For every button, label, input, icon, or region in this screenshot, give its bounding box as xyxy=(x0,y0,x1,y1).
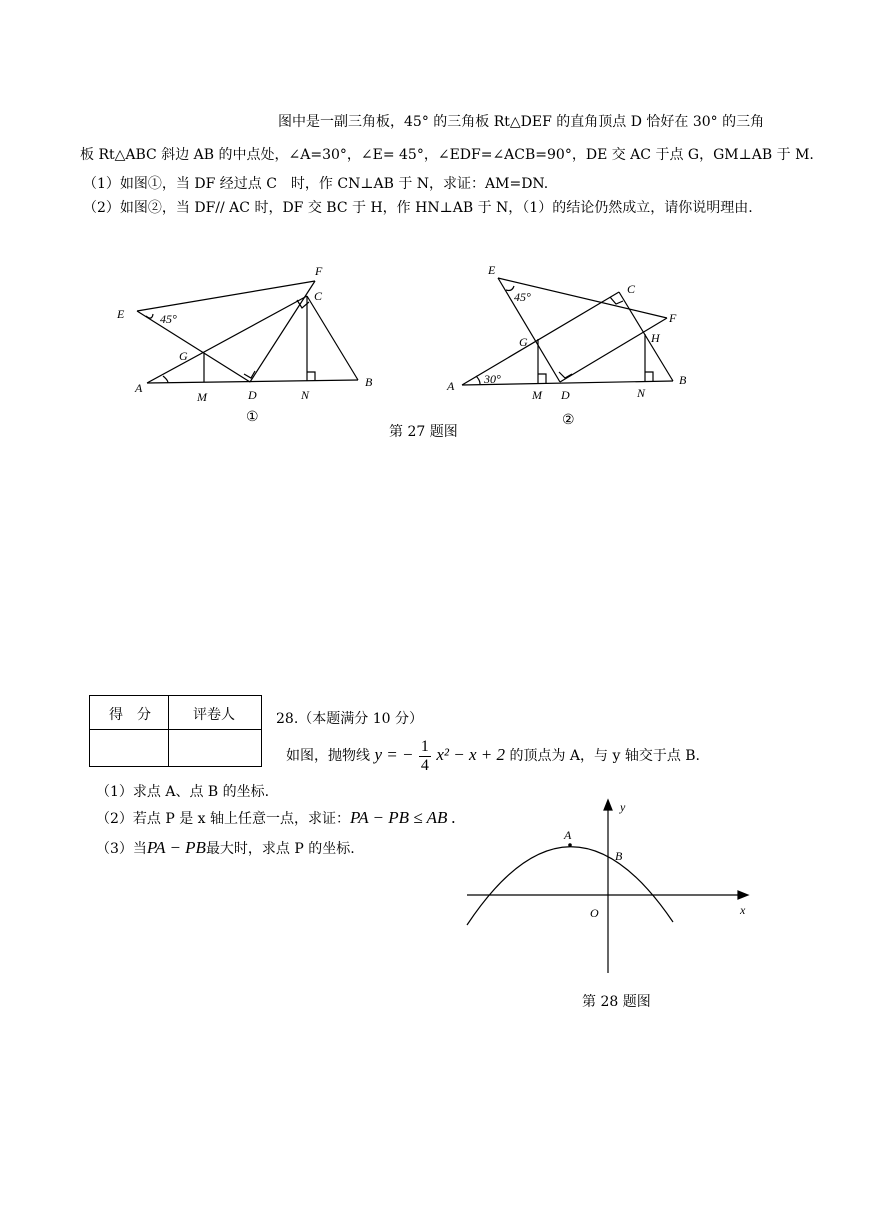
fig2-point-F: F xyxy=(669,311,677,325)
graph-label-O: O xyxy=(590,906,599,920)
q28-caption: 第 28 题图 xyxy=(582,994,651,1010)
grader-input-cell[interactable] xyxy=(169,730,261,766)
graph-label-x: x xyxy=(740,903,746,917)
graph-label-A: A xyxy=(564,828,572,842)
fig2-point-M: M xyxy=(532,388,542,402)
fig2-label: ② xyxy=(562,413,575,428)
q28-graph-labels xyxy=(563,800,746,920)
graph-label-B: B xyxy=(615,849,623,863)
q27-caption: 第 27 题图 xyxy=(389,424,458,440)
q28-header: 28.（本题满分 10 分） xyxy=(276,711,423,727)
q28-equation-fraction: $\frac{1}{4}$ xyxy=(420,737,429,774)
fig1-point-N: N xyxy=(301,388,310,402)
fig2-point-H: H xyxy=(651,331,660,345)
fig2-point-G: G xyxy=(519,335,528,349)
fig2-point-A: A xyxy=(447,379,455,393)
graph-label-y: y xyxy=(620,800,626,814)
fig1-point-E: E xyxy=(117,307,125,321)
q27-figure-1 xyxy=(137,281,358,383)
fig1-point-B: B xyxy=(365,375,373,389)
q28-intro xyxy=(286,737,700,773)
q27-line1: 图中是一副三角板，45° 的三角板 Rt△DEF 的直角顶点 D 恰好在 30° 的三角 xyxy=(278,114,765,130)
fig2-angle-45: 45° xyxy=(514,290,531,304)
fig1-point-D: D xyxy=(248,388,257,402)
fig1-point-G: G xyxy=(179,349,188,363)
q28-graph xyxy=(467,800,748,973)
score-table-score-header: 得 分 xyxy=(109,707,151,723)
fig2-point-B: B xyxy=(679,373,687,387)
fig2-point-E: E xyxy=(488,263,496,277)
q27-figure-2 xyxy=(462,278,673,385)
q28-intro-before: 如图，抛物线 xyxy=(286,748,370,764)
fig1-point-A: A xyxy=(135,381,143,395)
q27-part1: （1）如图①，当 DF 经过点 C 时，作 CN⊥AB 于 N，求证：AM=DN. xyxy=(83,176,549,192)
fig1-point-C: C xyxy=(314,289,323,303)
fig1-point-F: F xyxy=(315,264,323,278)
fig1-angle-45: 45° xyxy=(160,312,177,326)
vertex-A-dot xyxy=(568,843,572,847)
fig2-point-N: N xyxy=(637,386,646,400)
q28-part2-inequality: PA − PB ≤ AB . xyxy=(350,808,456,827)
fig2-point-D: D xyxy=(561,388,570,402)
fig2-point-C: C xyxy=(627,282,636,296)
fig1-label: ① xyxy=(246,410,259,425)
q28-part2: （2）若点 P 是 x 轴上任意一点，求证：PA − PB ≤ AB . xyxy=(96,808,456,827)
fig2-angle-30: 30° xyxy=(484,372,501,386)
score-table-grader-header: 评卷人 xyxy=(193,707,235,723)
q28-intro-after: 的顶点为 A，与 y 轴交于点 B. xyxy=(509,748,701,764)
q28-part3-expression: PA − PB xyxy=(146,838,206,857)
q27-part2: （2）如图②，当 DF// AC 时，DF 交 BC 于 H，作 HN⊥AB 于 N，（1）的结论仍然成立，请你说明理由. xyxy=(83,200,753,216)
score-input-cell[interactable] xyxy=(90,730,168,766)
score-table xyxy=(89,695,262,767)
q27-line2: 板 Rt△ABC 斜边 AB 的中点处，∠A=30°，∠E= 45°，∠EDF=∠ACB=90°，DE 交 AC 于点 G，GM⊥AB 于 M. xyxy=(80,147,814,163)
q28-part3: （3）当PA − PB最大时，求点 P 的坐标. xyxy=(96,838,355,857)
q28-equation-lhs: y = − xyxy=(374,745,414,764)
q28-equation-rhs: x² − x + 2 xyxy=(436,745,505,764)
q28-part1: （1）求点 A、点 B 的坐标. xyxy=(96,784,270,800)
fig1-point-M: M xyxy=(197,390,207,404)
